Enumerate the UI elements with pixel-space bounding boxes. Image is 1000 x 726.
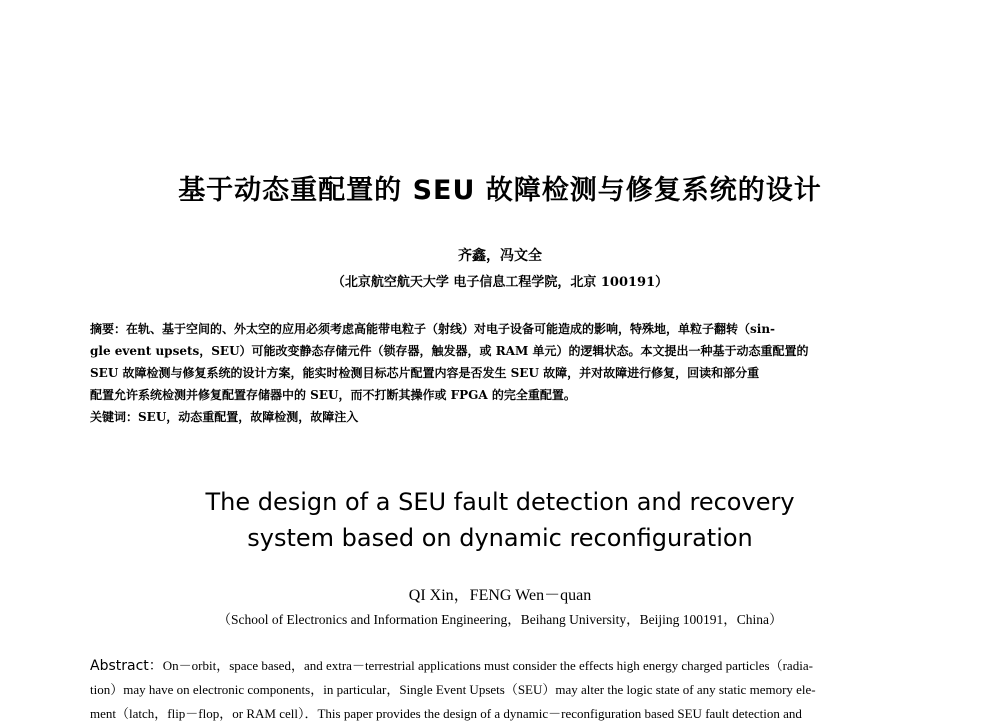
english-title-line: system based on dynamic reconfiguration: [247, 524, 753, 552]
english-abstract-text: On－orbit，space based，and extra－terrestrial applications must consider the effects high energy charged particles（radia-: [162, 658, 813, 673]
chinese-title: 基于动态重配置的 SEU 故障检测与修复系统的设计: [178, 175, 822, 206]
chinese-abstract-text: 在轨、基于空间的、外太空的应用必须考虑高能带电粒子（射线）对电子设备可能造成的影响，特殊地，单粒子翻转（sin-: [126, 322, 776, 336]
chinese-abstract-line: 配置允许系统检测并修复配置存储器中的 SEU，而不打断其操作或 FPGA 的完全重配置。: [90, 388, 576, 402]
chinese-keywords: [90, 406, 902, 428]
chinese-abstract-line: SEU 故障检测与修复系统的设计方案，能实时检测目标芯片配置内容是否发生 SEU 故障，并对故障进行修复，回读和部分重: [90, 366, 760, 380]
english-authors: QI Xin，FENG Wen－quan: [408, 587, 592, 604]
chinese-keywords-label: 关键词：: [90, 410, 139, 424]
chinese-abstract-line: [90, 318, 902, 340]
chinese-affiliation: （北京航空航天大学 电子信息工程学院，北京 100191）: [331, 275, 669, 290]
chinese-abstract: [90, 318, 902, 428]
chinese-abstract-line: gle event upsets，SEU）可能改变静态存储元件（锁存器，触发器，或 RAM 单元）的逻辑状态。本文提出一种基于动态重配置的: [90, 344, 809, 358]
english-abstract: [90, 654, 905, 726]
english-affiliation: （School of Electronics and Information Engineering，Beihang University，Beijing 100191，China）: [217, 612, 783, 627]
english-title: [0, 484, 1000, 556]
english-abstract-line: [90, 654, 905, 678]
chinese-abstract-label: 摘要：: [90, 322, 127, 336]
chinese-authors: 齐鑫，冯文全: [458, 248, 542, 264]
chinese-keywords-text: SEU，动态重配置，故障检测，故障注入: [138, 410, 359, 424]
english-abstract-label: Abstract：: [90, 658, 163, 674]
english-abstract-line: ment（latch，flip－flop，or RAM cell）．This paper provides the design of a dynamic－reconfiguration based SEU fault detection and: [90, 706, 802, 721]
english-abstract-line: tion）may have on electronic components，in particular，Single Event Upsets（SEU）may alter the logic state of any static memory ele-: [90, 682, 816, 697]
english-title-line: The design of a SEU fault detection and recovery: [205, 488, 795, 516]
